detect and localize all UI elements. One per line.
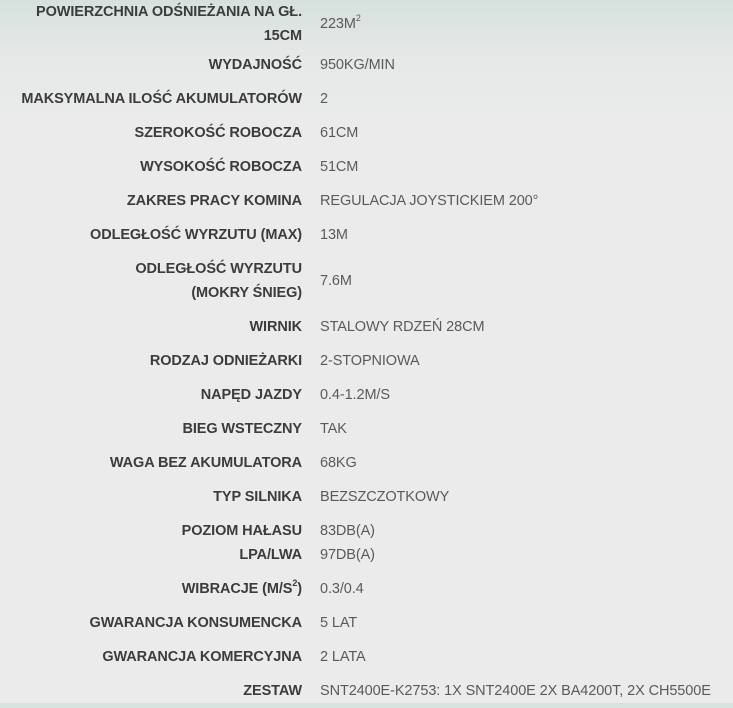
spec-label [0,252,320,310]
spec-value-superscript: 2 [355,13,361,24]
spec-value [320,0,733,48]
spec-value: 51CM [320,159,359,175]
spec-label: WAGA BEZ AKUMULATORA [109,455,302,471]
spec-row [0,514,733,572]
spec-label-text: WIBRACJE (M/S [181,581,293,597]
spec-label: NAPĘD JAZDY [200,387,302,403]
spec-row [0,572,733,606]
spec-value: 950KG/MIN [320,57,395,73]
spec-value [320,514,733,572]
spec-value-text: 223M [320,16,356,32]
spec-label-superscript: 2 [292,578,298,589]
spec-value: 5 LAT [320,615,358,631]
spec-label: WIRNIK [249,319,302,335]
spec-row [0,116,733,150]
spec-label-line: ODLEGŁOŚĆ WYRZUTU [135,261,302,277]
spec-row [0,344,733,378]
spec-label: GWARANCJA KONSUMENCKA [89,615,302,631]
spec-value-line: 83DB(A) [320,523,375,539]
spec-row [0,82,733,116]
spec-label [0,572,320,606]
spec-label: ODLEGŁOŚĆ WYRZUTU (MAX) [90,227,302,243]
spec-value: 0.3/0.4 [320,581,364,597]
spec-row [0,378,733,412]
spec-value: STALOWY RDZEŃ 28CM [320,319,485,335]
spec-row [0,480,733,514]
spec-label-line: POZIOM HAŁASU [181,523,302,539]
spec-label: RODZAJ ODNIEŻARKI [149,353,302,369]
spec-row [0,0,733,48]
spec-label: ZESTAW [243,683,302,699]
spec-row [0,412,733,446]
spec-value: 2 [320,91,328,107]
spec-value: BEZSZCZOTKOWY [320,489,450,505]
spec-label: POWIERZCHNIA ODŚNIEŻANIA NA GŁ. 15CM [36,4,302,44]
spec-row [0,252,733,310]
spec-value: REGULACJA JOYSTICKIEM 200° [320,193,539,209]
spec-label: WYSOKOŚĆ ROBOCZA [140,159,302,175]
spec-label: GWARANCJA KOMERCYJNA [102,649,302,665]
spec-label-line: LPA/LWA [239,547,302,563]
spec-row [0,640,733,674]
spec-row [0,310,733,344]
spec-label: WYDAJNOŚĆ [208,57,302,73]
spec-value: 7.6M [320,273,352,289]
spec-row [0,446,733,480]
spec-row [0,218,733,252]
spec-row [0,184,733,218]
spec-label: TYP SILNIKA [213,489,302,505]
spec-label: MAKSYMALNA ILOŚĆ AKUMULATORÓW [21,91,302,107]
spec-value: 2-STOPNIOWA [320,353,420,369]
spec-value: 13M [320,227,348,243]
spec-row [0,48,733,82]
spec-label: SZEROKOŚĆ ROBOCZA [134,125,302,141]
spec-label-suffix: ) [297,581,302,597]
spec-row [0,150,733,184]
spec-row [0,606,733,640]
spec-label: ZAKRES PRACY KOMINA [126,193,302,209]
spec-value: 0.4-1.2M/S [320,387,390,403]
spec-label [0,514,320,572]
spec-label: BIEG WSTECZNY [182,421,302,437]
spec-value: TAK [320,421,347,437]
spec-label-line: (MOKRY ŚNIEG) [191,285,302,301]
spec-value: 61CM [320,125,359,141]
spec-value: 68KG [320,455,357,471]
spec-value: 2 LATA [320,649,366,665]
spec-value-line: 97DB(A) [320,547,375,563]
spec-value: SNT2400E-K2753: 1X SNT2400E 2X BA4200T, 2X CH5500E [320,683,711,699]
